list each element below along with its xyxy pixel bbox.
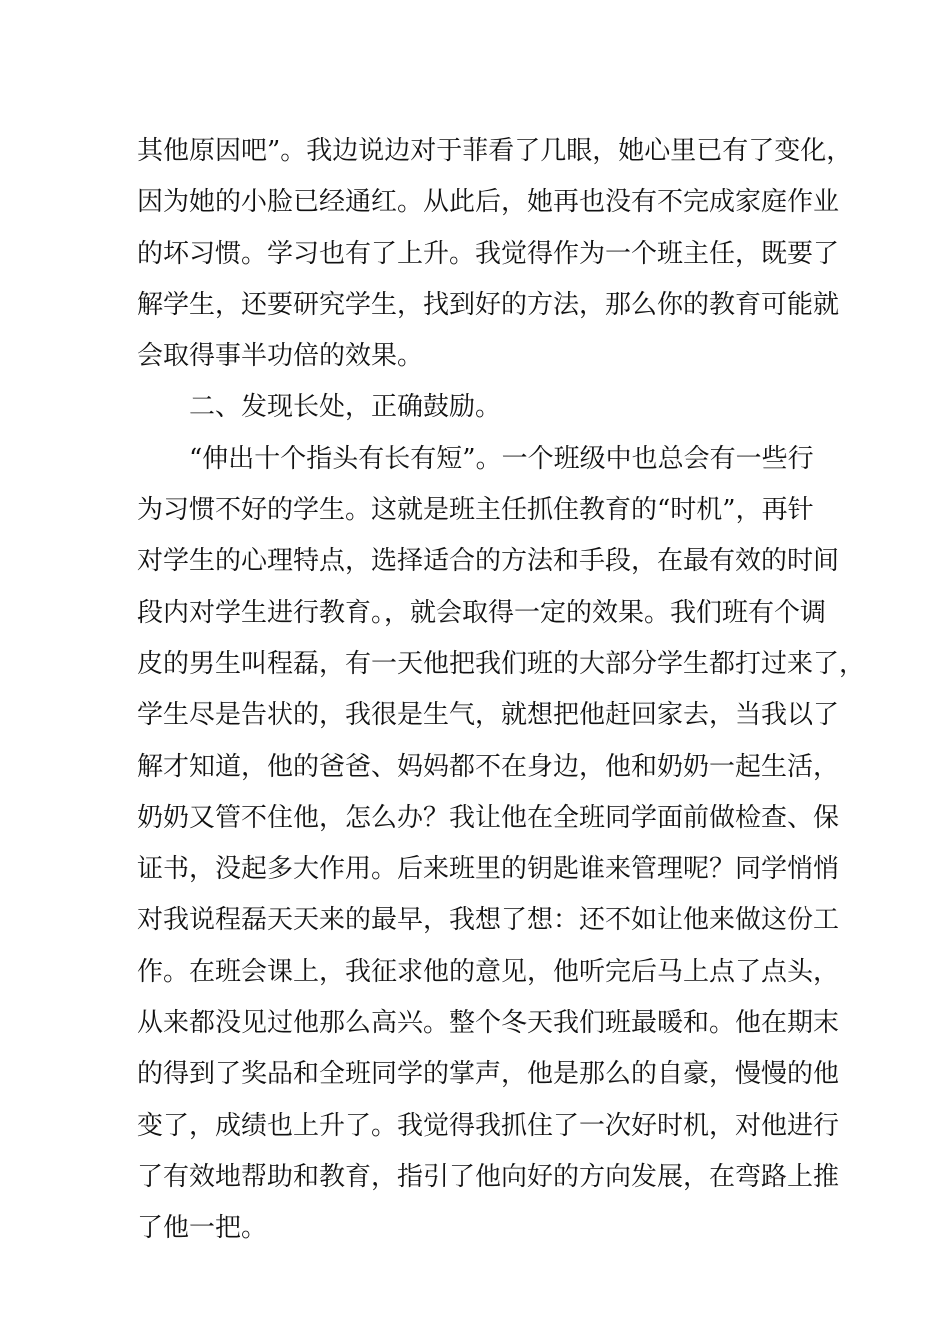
section-heading: 二、发现长处，正确鼓励。	[189, 392, 502, 423]
text-line: 因为她的小脸已经通红。从此后，她再也没有不完成家庭作业	[137, 187, 840, 218]
text-line: 的得到了奖品和全班同学的掌声，他是那么的自豪，慢慢的他	[137, 1059, 840, 1090]
text-line: 皮的男生叫程磊，有一天他把我们班的大部分学生都打过来了，	[137, 648, 866, 679]
text-line: 学生尽是告状的，我很是生气，就想把他赶回家去，当我以了	[137, 700, 840, 731]
text-line: 证书，没起多大作用。后来班里的钥匙谁来管理呢？同学悄悄	[137, 854, 840, 885]
text-line: “伸出十个指头有长有短”。一个班级中也总会有一些行	[189, 443, 814, 474]
text-line: 为习惯不好的学生。这就是班主任抓住教育的“时机”，再针	[137, 495, 814, 526]
text-line: 对我说程磊天天来的最早，我想了想：还不如让他来做这份工	[137, 905, 840, 936]
text-line: 的坏习惯。学习也有了上升。我觉得作为一个班主任，既要了	[137, 238, 840, 269]
document-body	[137, 126, 866, 1255]
text-line: 了他一把。	[137, 1213, 268, 1244]
text-line: 段内对学生进行教育。，就会取得一定的效果。我们班有个调	[137, 597, 827, 628]
text-line: 作。在班会课上，我征求他的意见，他听完后马上点了点头，	[137, 956, 840, 987]
text-line: 对学生的心理特点，选择适合的方法和手段，在最有效的时间	[137, 546, 840, 577]
text-line: 奶奶又管不住他，怎么办？我让他在全班同学面前做检查、保	[137, 802, 840, 833]
text-line: 从来都没见过他那么高兴。整个冬天我们班最暖和。他在期末	[137, 1008, 840, 1039]
text-line: 变了，成绩也上升了。我觉得我抓住了一次好时机，对他进行	[137, 1110, 840, 1141]
text-line: 解才知道，他的爸爸、妈妈都不在身边，他和奶奶一起生活，	[137, 751, 840, 782]
text-line: 了有效地帮助和教育，指引了他向好的方向发展，在弯路上推	[137, 1161, 840, 1192]
text-line: 会取得事半功倍的效果。	[137, 341, 424, 372]
text-line: 其他原因吧”。我边说边对于菲看了几眼，她心里已有了变化，	[137, 136, 853, 166]
text-line: 解学生，还要研究学生，找到好的方法，那么你的教育可能就	[137, 289, 840, 320]
